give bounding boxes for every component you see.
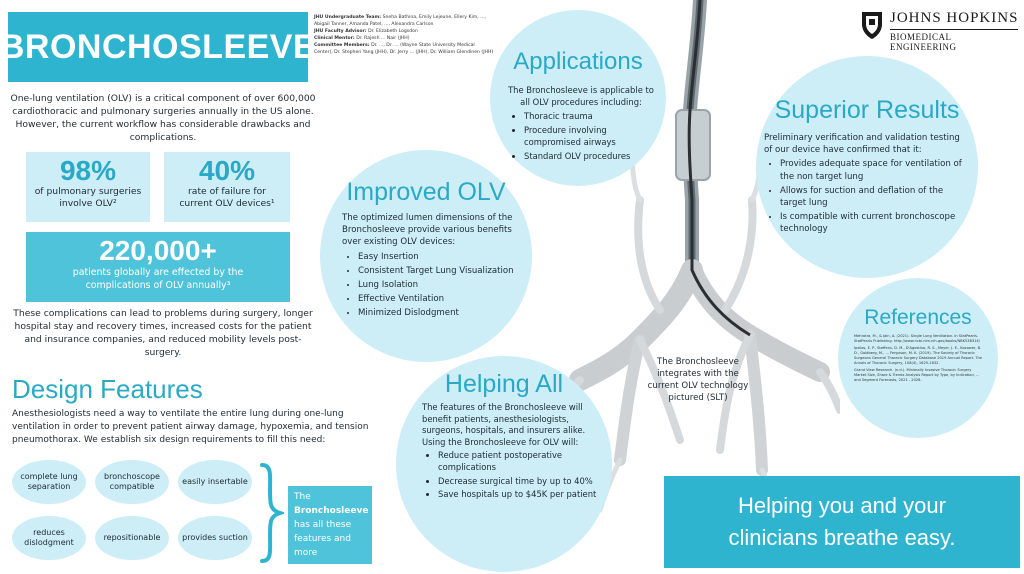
complications-paragraph: These complications can lead to problems during surgery, longer hospital stay and recovery times, increased costs for the patient and insurance companies, and reduced mobility levels post-surgery.	[13, 308, 313, 358]
helping-all-heading: Helping All	[444, 370, 564, 398]
improved-olv-text: The optimized lumen dimensions of the Bronchosleeve provide various benefits over existing OLV devices: • Easy Insertion • Consistent Target Lung Visualization • Lung Isolation • Effective Ventilation • Minimized Dislodgment	[342, 212, 518, 322]
stat-description: of pulmonary surgeries involve OLV²	[34, 186, 142, 209]
stat-description: patients globally are effected by the complications of OLV annually³	[72, 267, 244, 291]
team-line: JHU Undergraduate Team: Sneha Bathina, Emily Lejeune, Ellery Kim, ..., Abigail Tanner, Amanda Patel, ..., Alexandra Carlson	[314, 15, 487, 27]
list-item: • Effective Ventilation	[358, 293, 518, 305]
team-line: Clinical Mentor: Dr. Rajesh ... Nair (JHH)	[314, 36, 410, 41]
team-info	[314, 14, 494, 56]
design-features-heading: Design Features	[12, 374, 203, 404]
jhu-logo	[860, 10, 1020, 52]
slogan-text: Helping you and your clinicians breathe easy.	[728, 493, 956, 550]
superior-results-text: Preliminary verification and validation testing of our device have confirmed that it: • Provides adequate space for ventilation of the non target lung • Allows for suction and deflation of the target lung • Is compatible with current bronchoscope technology	[764, 132, 968, 238]
helping-all-text: The features of the Bronchosleeve will benefit patients, anesthesiologists, surgeons, hospitals, and insurers alike. Using the Bronchosleeve for OLV will: • Reduce patient postoperative complications • Decrease surgical time by up to 40% • Save hospitals up to $45K per patient	[422, 402, 604, 503]
stat-box	[164, 152, 290, 222]
improved-olv-heading: Improved OLV	[346, 178, 506, 206]
logo-name: JOHNS HOPKINS	[890, 10, 1019, 26]
poster-title: BRONCHOSLEEVE	[0, 27, 317, 66]
list-item: • Consistent Target Lung Visualization	[358, 265, 518, 277]
reference-item: Grand View Research. (n.d.). Minimally Invasive Thoracic Surgery Market Size, Share & Trends Analysis Report by Type, by Indication, ... and Segment Forecasts, 2021 - 2028.	[854, 368, 980, 382]
shield-icon	[860, 10, 884, 40]
feature-oval: complete lung separation	[12, 460, 86, 504]
features-summary-box: The Bronchosleeve has all these features and more	[288, 486, 372, 564]
design-features-text: Anesthesiologists need a way to ventilate the entire lung during one-lung ventilation in order to prevent patient airway damage, hypoxemia, and tension pneumothorax. We establish six design requirements to fill this need:	[12, 409, 369, 445]
applications-heading: Applications	[513, 48, 643, 75]
stat-box-large	[26, 232, 290, 302]
applications-circle	[490, 10, 666, 186]
list-item: • Minimized Dislodgment	[358, 307, 518, 319]
list-item: • Decrease surgical time by up to 40%	[438, 476, 604, 488]
slogan-banner	[664, 476, 1020, 568]
team-line: JHU Faculty Advisor: Dr. Elizabeth Logsdon	[314, 29, 418, 34]
feature-oval: easily insertable	[178, 460, 252, 504]
list-item: • Thoracic trauma	[524, 110, 654, 122]
list-item: • Save hospitals up to $45K per patient	[438, 489, 604, 501]
team-line: Committee Members: Dr. ..., Dr. ... (Wayne State University Medical Center), Dr. Stephen Yang (JHH), Dr. Jerry ... (JHH), Dr. William Glendinen (JHH)	[314, 43, 494, 55]
superior-results-circle	[756, 56, 978, 278]
feature-oval: repositionable	[95, 516, 169, 560]
list-item: • Procedure involving compromised airways	[524, 124, 654, 148]
list-item: • Easy Insertion	[358, 251, 518, 263]
list-item: • Standard OLV procedures	[524, 150, 654, 162]
list-item: • Reduce patient postoperative complications	[438, 450, 604, 473]
list-item: • Lung Isolation	[358, 279, 518, 291]
stat-value: 220,000+	[99, 235, 217, 266]
stat-description: rate of failure for current OLV devices¹	[179, 186, 275, 209]
device-caption: The Bronchosleeve integrates with the current OLV technology pictured (SLT)	[647, 357, 749, 403]
feature-oval: provides suction	[178, 516, 252, 560]
references-heading: References	[864, 306, 972, 329]
feature-oval: bronchoscope compatible	[95, 460, 169, 504]
logo-subtitle: BIOMEDICAL ENGINEERING	[890, 32, 957, 52]
stat-value: 98%	[59, 155, 117, 186]
improved-olv-circle	[320, 150, 532, 362]
superior-results-heading: Superior Results	[774, 96, 960, 124]
curly-brace-icon	[258, 462, 284, 564]
references-circle	[838, 278, 998, 438]
list-item: • Is compatible with current bronchoscope technology	[780, 211, 968, 235]
stat-value: 40%	[198, 155, 256, 186]
feature-oval: reduces dislodgment	[12, 516, 86, 560]
references-list	[854, 334, 984, 383]
list-item: • Allows for suction and deflation of the target lung	[780, 185, 968, 209]
stat-box	[26, 152, 150, 222]
intro-paragraph: One-lung ventilation (OLV) is a critical component of over 600,000 cardiothoracic and pulmonary surgeries annually in the US alone. However, the current workflow has considerable drawbacks and complications.	[10, 93, 316, 143]
reference-item: Ipsilos, E. P., Steffens, D. M., D'Agostino, R. S., Meyer, J. E., Kozower, B. D., Goldberg, M., ... Ferguson, M. K. (2019). The Society of Thoracic Surgeons General Thoracic Surgery Database 2019 Annual Report. The Annals of Thoracic Surgery, 108(4), 1625-1632.	[854, 346, 983, 365]
list-item: • Provides adequate space for ventilation of the non target lung	[780, 158, 968, 182]
applications-text: The Bronchosleeve is applicable to all OLV procedures including: • Thoracic trauma • Procedure involving compromised airways • Standard OLV procedures	[508, 84, 654, 164]
helping-all-circle	[396, 356, 612, 572]
poster-title-box	[0, 12, 317, 82]
reference-item: Mehrotra, M., & Jain, A. (2021). Single Lung Ventilation. In StatPearls. StatPearls Publishing. http://www.ncbi.nlm.nih.gov/books/NBK538314/	[854, 334, 980, 343]
